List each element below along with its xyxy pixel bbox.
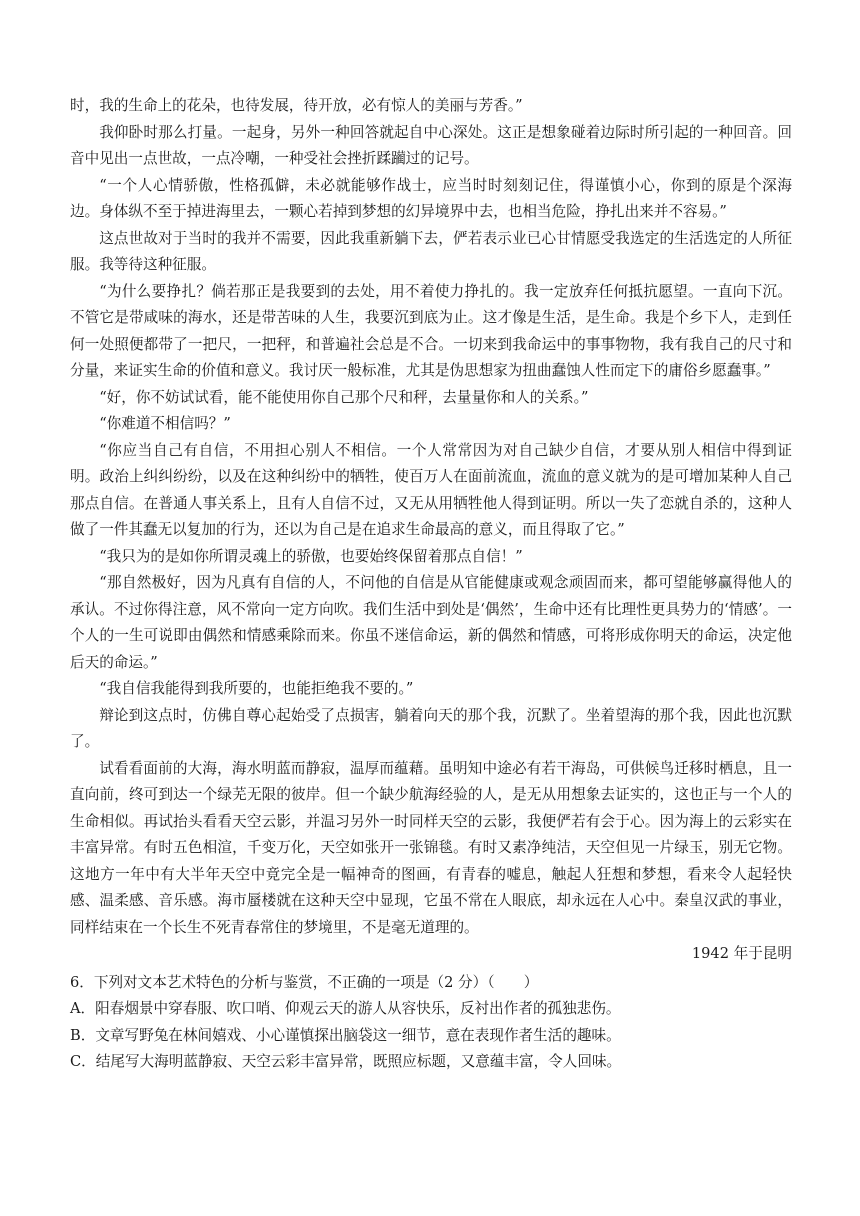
paragraph: “好，你不妨试试看，能不能使用你自己那个尺和秤，去量量你和人的关系。” <box>99 388 589 406</box>
paragraph: “为什么要挣扎？倘若那正是我要到的去处，用不着使力挣扎的。我一定放弃任何抵抗愿望。一直向下沉。不管它是带咸味的海水，还是带苦味的人生，我要沉到底为止。这才像是生活，是生命。我是个乡下人，走到任何一处照便都带了一把尺，一把秤，和普遍社会总是不合。一切来到我命运中的事事物物，我有我自己的尺寸和分量，来证实生命的价值和意义。我讨厌一般标准，尤其是伪思想家为扭曲蠢蚀人性而定下的庸俗乡愿蠢事。” <box>70 282 792 379</box>
paragraph: “你难道不相信吗？” <box>99 415 231 432</box>
signature: 1942 年于昆明 <box>691 945 792 962</box>
option-b: B．文章写野兔在林间嬉戏、小心谨慎探出脑袋这一细节，意在表现作者生活的趣味。 <box>70 1026 621 1044</box>
paragraph: “一个人心情骄傲，性格孤僻，未必就能够作战士，应当时时刻刻记住，得谨慎小心，你到的原是个深海边。身体纵不至于掉进海里去，一颗心若掉到梦想的幻异境界中去，也相当危险，挣扎出来并不容易。” <box>70 176 792 220</box>
question-stem: 6．下列对文本艺术特色的分析与鉴赏，不正确的一项是（2 分）（ ） <box>70 973 539 991</box>
option-c: C．结尾写大海明蓝静寂、天空云彩丰富异常，既照应标题，又意蕴丰富，令人回味。 <box>70 1053 622 1070</box>
option-a: A．阳春烟景中穿春服、吹口哨、仰观云天的游人从容快乐，反衬出作者的孤独悲伤。 <box>70 1000 621 1017</box>
paragraph: “那自然极好，因为凡真有自信的人，不问他的自信是从官能健康或观念顽固而来，都可望能够赢得他人的承认。不过你得注意，风不常向一定方向吹。我们生活中到处是‘偶然’，生命中还有比理性更具势力的‘情感’。一个人的一生可说即由偶然和情感乘除而来。你虽不迷信命运，新的偶然和情感，可将形成你明天的命运，决定他后天的命运。” <box>70 574 792 671</box>
document-page <box>70 93 792 1076</box>
paragraph: “我自信我能得到我所要的，也能拒绝我不要的。” <box>99 680 414 697</box>
paragraph: “我只为的是如你所谓灵魂上的骄傲，也要始终保留着那点自信！” <box>99 547 523 565</box>
paragraph: 这点世故对于当时的我并不需要，因此我重新躺下去，俨若表示业已心甘情愿受我选定的生活选定的人所征服。我等待这种征服。 <box>70 229 792 273</box>
paragraph: “你应当自己有自信，不用担心别人不相信。一个人常常因为对自己缺少自信，才要从别人相信中得到证明。政治上纠纠纷纷，以及在这种纠纷中的牺牲，使百万人在面前流血，流血的意义就为的是可增加某种人自己那点自信。在普通人事关系上，且有人自信不过，又无从用牺牲他人得到证明。所以一失了恋就自杀的，这种人做了一件其蠢无以复加的行为，还以为自己是在追求生命最高的意义，而且得取了它。” <box>70 441 792 538</box>
paragraph: 试看看面前的大海，海水明蓝而静寂，温厚而蕴藉。虽明知中途必有若干海岛，可供候鸟迁移时栖息，且一直向前，终可到达一个绿芜无限的彼岸。但一个缺少航海经验的人，是无从用想象去证实的，这也正与一个人的生命相似。再试抬头看看天空云影，并温习另外一时同样天空的云影，我便俨若有会于心。因为海上的云彩实在丰富异常。有时五色相渲，千变万化，天空如张开一张锦毯。有时又素净纯洁，天空但见一片绿玉，别无它物。这地方一年中有大半年天空中竟完全是一幅神奇的图画，有青春的嘘息，触起人狂想和梦想，看来令人起轻快感、温柔感、音乐感。海市蜃楼就在这种天空中显现，它虽不常在人眼底，却永远在人心中。秦皇汉武的事业，同样结束在一个长生不死青春常住的梦境里，不是毫无道理的。 <box>70 759 792 936</box>
paragraph: 我仰卧时那么打量。一起身，另外一种回答就起自中心深处。这正是想象碰着边际时所引起的一种回音。回音中见出一点世故，一点冷嘲，一种受社会挫折蹂躏过的记号。 <box>70 123 792 167</box>
question-block <box>70 970 792 1076</box>
paragraph: 时，我的生命上的花朵，也待发展，待开放，必有惊人的美丽与芳香。” <box>70 97 523 114</box>
paragraph: 辩论到这点时，仿佛自尊心起始受了点损害，躺着向天的那个我，沉默了。坐着望海的那个我，因此也沉默了。 <box>70 706 792 750</box>
